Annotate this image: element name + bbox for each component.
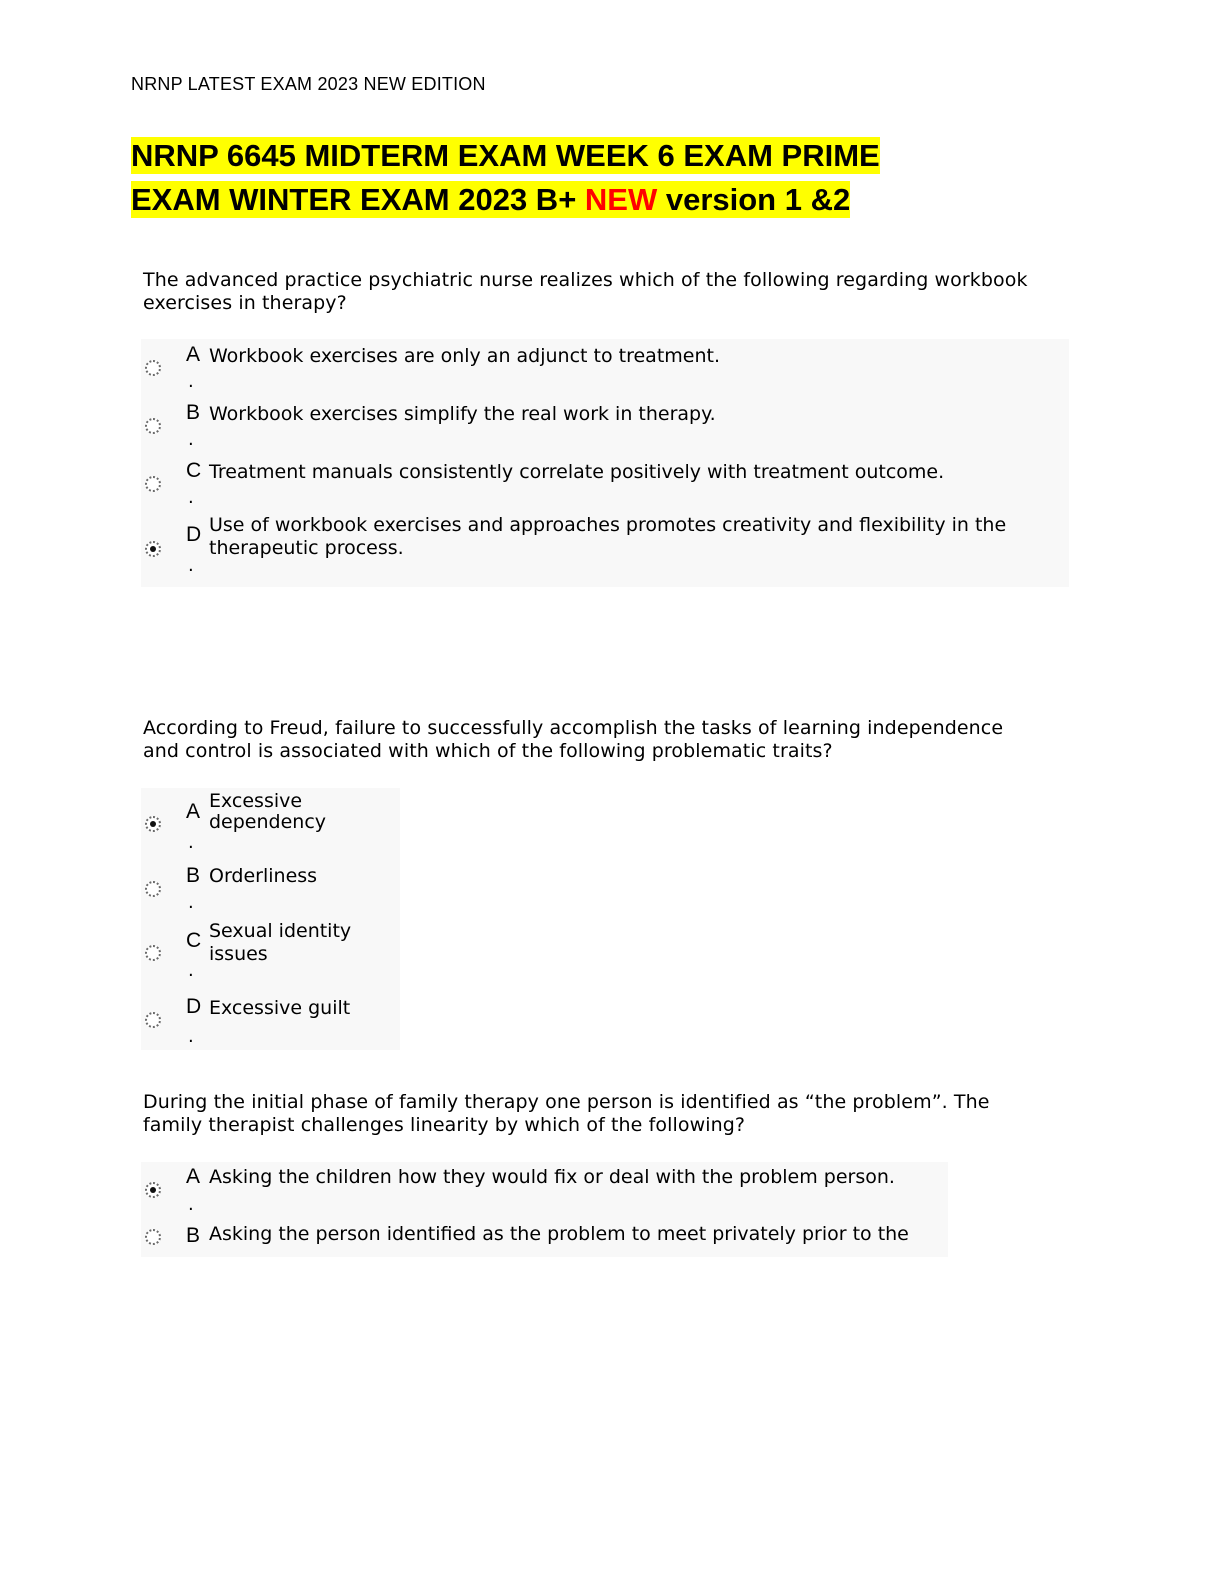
radio-2a[interactable]: [145, 816, 161, 832]
option-text: Treatment manuals consistently correlate positively with treatment outcome.: [209, 461, 945, 483]
option-letter: A: [186, 343, 201, 366]
option-text: Excessive guilt: [209, 997, 351, 1019]
option-text: Excessive dependency: [209, 790, 327, 833]
option-dot: .: [188, 1026, 194, 1047]
option-text: Asking the person identified as the problem to meet privately prior to the: [209, 1223, 909, 1245]
radio-2b[interactable]: [145, 881, 161, 897]
option-text: Sexual identity issues: [209, 920, 352, 965]
radio-1b[interactable]: [145, 418, 161, 434]
title-line-2: [131, 181, 850, 218]
title-line-1: NRNP 6645 MIDTERM EXAM WEEK 6 EXAM PRIME: [131, 138, 880, 173]
question-2-options: [141, 788, 400, 1050]
question-1-options: [141, 339, 1069, 587]
option-dot: .: [188, 892, 194, 913]
option-letter: A: [186, 800, 201, 823]
title-line-2-part-1: EXAM WINTER EXAM 2023 B+: [131, 182, 585, 217]
option-text: Workbook exercises are only an adjunct to treatment.: [209, 345, 721, 367]
radio-1d[interactable]: [145, 541, 161, 557]
page-header: NRNP LATEST EXAM 2023 NEW EDITION: [131, 74, 486, 94]
option-dot: .: [188, 371, 194, 392]
option-text: Workbook exercises simplify the real work in therapy.: [209, 403, 716, 425]
option-letter: C: [186, 459, 202, 482]
option-dot: .: [188, 832, 194, 853]
radio-2d[interactable]: [145, 1012, 161, 1028]
radio-3b[interactable]: [145, 1229, 161, 1245]
option-text: Asking the children how they would fix or deal with the problem person.: [209, 1166, 895, 1188]
option-letter: B: [186, 1224, 201, 1247]
question-2-text: According to Freud, failure to successfully accomplish the tasks of learning independence and control is associated with which of the following problematic traits?: [143, 717, 1004, 762]
option-letter: D: [186, 995, 202, 1018]
option-text: Use of workbook exercises and approaches promotes creativity and flexibility in the therapeutic process.: [209, 514, 1007, 559]
option-letter: D: [186, 523, 202, 546]
option-dot: .: [188, 555, 194, 576]
option-letter: C: [186, 929, 202, 952]
question-3-options: [141, 1162, 948, 1257]
question-1-text: The advanced practice psychiatric nurse realizes which of the following regarding workbook exercises in therapy?: [143, 269, 1028, 314]
option-letter: A: [186, 1165, 201, 1188]
option-dot: .: [188, 429, 194, 450]
option-text: Orderliness: [209, 865, 318, 887]
option-dot: .: [188, 960, 194, 981]
option-letter: B: [186, 401, 201, 424]
question-3-text: During the initial phase of family therapy one person is identified as “the problem”. The family therapist challenges linearity by which of the following?: [143, 1091, 990, 1136]
radio-1c[interactable]: [145, 476, 161, 492]
title-new-word: NEW: [584, 182, 658, 217]
radio-2c[interactable]: [145, 945, 161, 961]
option-dot: .: [188, 1194, 194, 1215]
title-line-2-part-2: version 1 &2: [657, 182, 851, 217]
document-title: [131, 134, 1031, 222]
radio-1a[interactable]: [145, 360, 161, 376]
option-dot: .: [188, 487, 194, 508]
radio-3a[interactable]: [145, 1182, 161, 1198]
option-letter: B: [186, 864, 201, 887]
